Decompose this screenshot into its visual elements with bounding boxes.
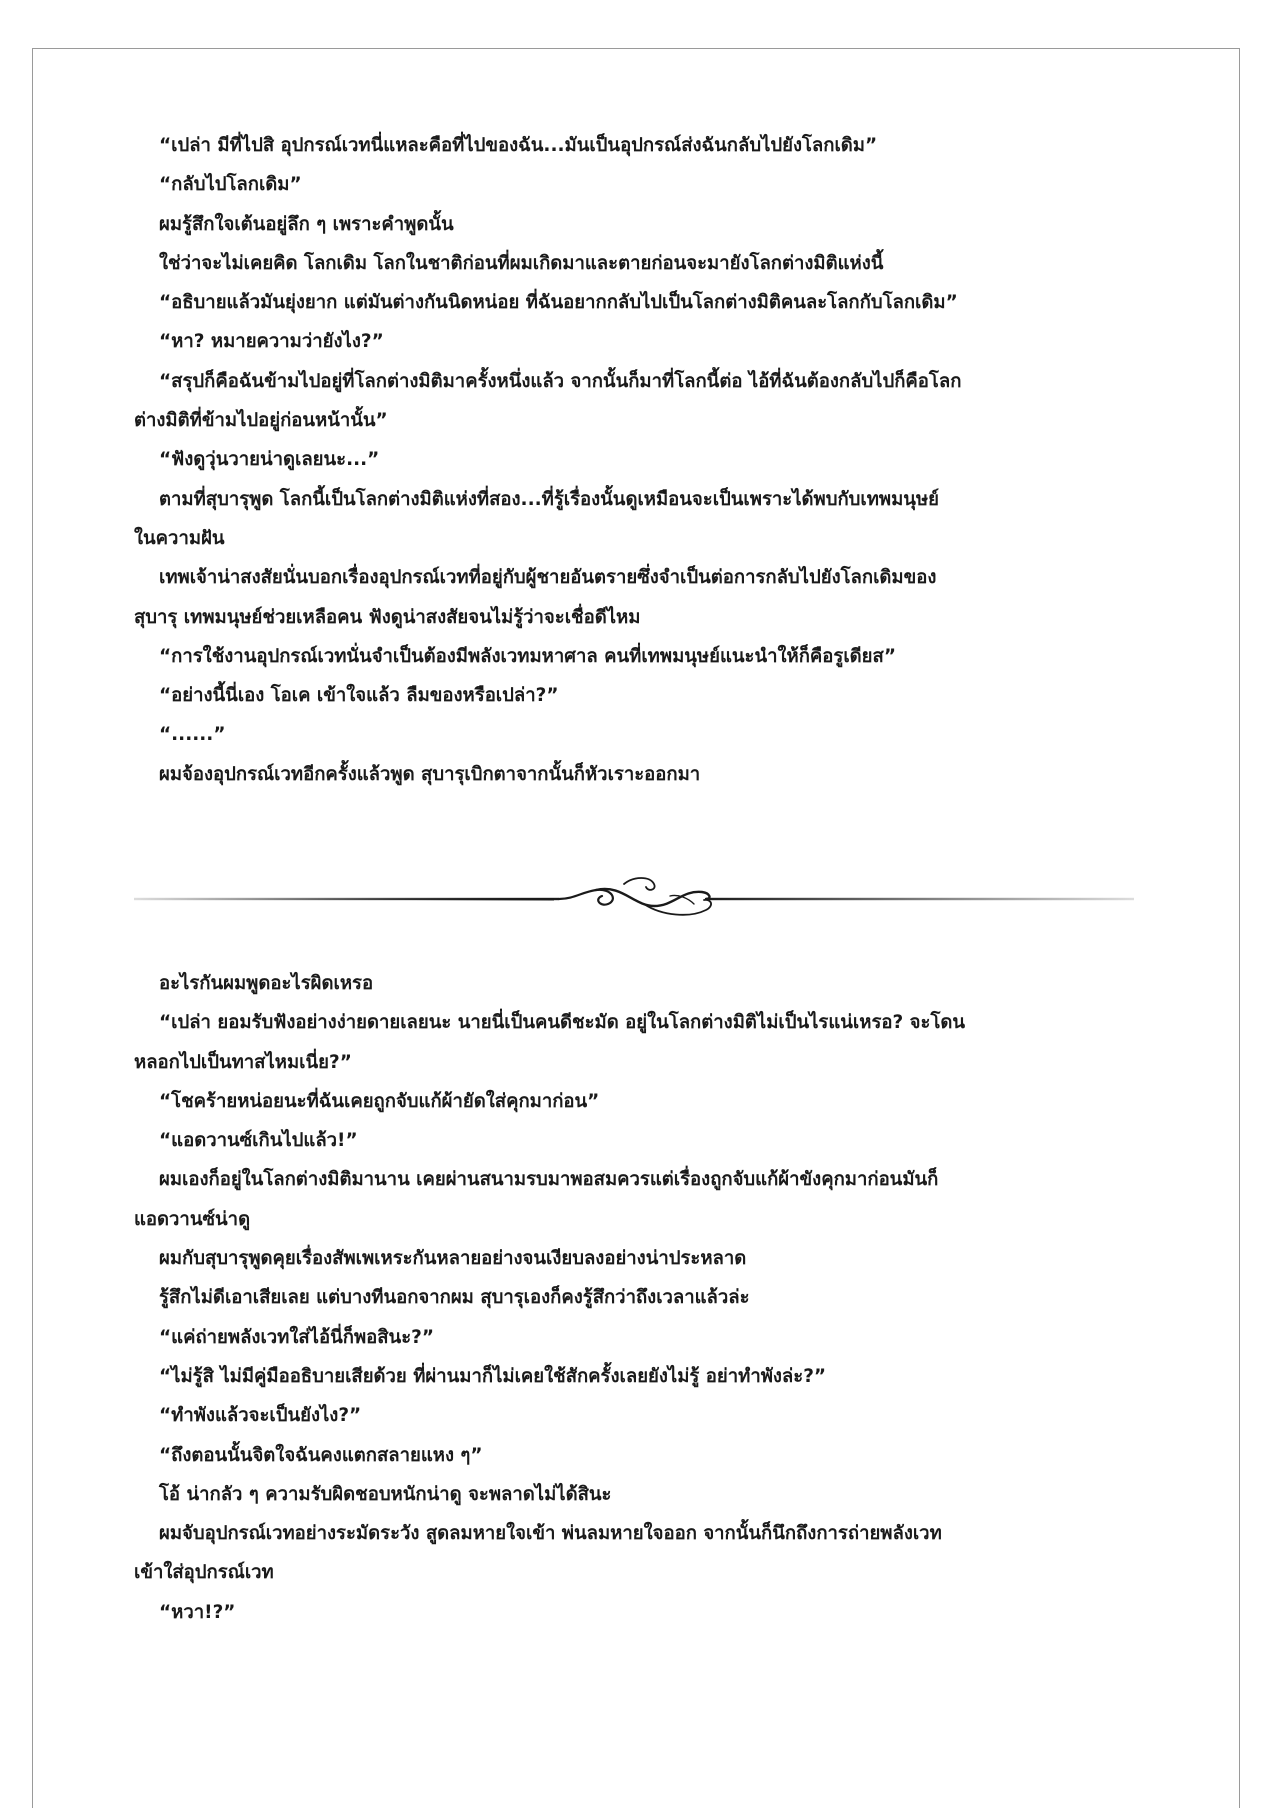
ornamental-divider (134, 866, 1134, 922)
paragraph-line: “ถึงตอนนั้นจิตใจฉันคงแตกสลายแหง ๆ” (159, 1444, 483, 1466)
text-section-2 (134, 964, 1134, 1632)
paragraph-line: เทพเจ้าน่าสงสัยนั่นบอกเรื่องอุปกรณ์เวทที่อยู่กับผู้ชายอันตรายซึ่งจำเป็นต่อการกลับไปยังโลกเดิมของ (159, 567, 937, 589)
paragraph-line: “ฟังดูวุ่นวายน่าดูเลยนะ...” (159, 449, 380, 471)
paragraph-line: ผมกับสุบารุพูดคุยเรื่องสัพเพเหระกันหลายอย่างจนเงียบลงอย่างน่าประหลาด (159, 1248, 747, 1270)
paragraph-line: “อย่างนี้นี่เอง โอเค เข้าใจแล้ว ลืมของหรือเปล่า?” (159, 685, 559, 707)
paragraph-line: อะไรกันผมพูดอะไรผิดเหรอ (159, 973, 374, 994)
paragraph-line: “สรุปก็คือฉันข้ามไปอยู่ที่โลกต่างมิติมาครั้งหนึ่งแล้ว จากนั้นก็มาที่โลกนี้ต่อ ไอ้ที่ฉันต้องกลับไปก็คือโลก (159, 370, 962, 392)
paragraph-line: ตามที่สุบารุพูด โลกนี้เป็นโลกต่างมิติแห่งที่สอง...ที่รู้เรื่องนั้นดูเหมือนจะเป็นเพราะได้พบกับเทพมนุษย์ (159, 488, 939, 510)
paragraph-line: “แอดวานซ์เกินไปแล้ว!” (159, 1130, 358, 1152)
paragraph-line: ผมจ้องอุปกรณ์เวทอีกครั้งแล้วพูด สุบารุเบิกตาจากนั้นก็หัวเราะออกมา (159, 763, 701, 785)
text-section-1 (134, 126, 1134, 794)
flourish-icon (134, 866, 1134, 922)
paragraph-line: ผมเองก็อยู่ในโลกต่างมิติมานาน เคยผ่านสนามรบมาพอสมควรแต่เรื่องถูกจับแก้ผ้าขังคุกมาก่อนมันก็ (159, 1169, 939, 1191)
paragraph-line: แอดวานซ์น่าดู (134, 1208, 251, 1230)
paragraph-line: “เปล่า ยอมรับฟังอย่างง่ายดายเลยนะ นายนี่เป็นคนดีชะมัด อยู่ในโลกต่างมิติไม่เป็นไรแน่เหรอ? จะโดน (159, 1012, 966, 1034)
paragraph-line: “ทำพังแล้วจะเป็นยังไง?” (159, 1405, 362, 1427)
paragraph-line: “หวา!?” (159, 1601, 236, 1623)
paragraph-line: “เปล่า มีที่ไปสิ อุปกรณ์เวทนี่แหละคือที่ไปของฉัน...มันเป็นอุปกรณ์ส่งฉันกลับไปยังโลกเดิม” (159, 135, 878, 156)
paragraph-line: ใช่ว่าจะไม่เคยคิด โลกเดิม โลกในชาติก่อนที่ผมเกิดมาและตายก่อนจะมายังโลกต่างมิติแห่งนี้ (159, 252, 884, 274)
paragraph-line: ในความฝัน (134, 527, 225, 549)
paragraph-line: โอ้ น่ากลัว ๆ ความรับผิดชอบหนักน่าดู จะพลาดไม่ได้สินะ (159, 1483, 612, 1505)
paragraph-line: “การใช้งานอุปกรณ์เวทนั่นจำเป็นต้องมีพลังเวทมหาศาล คนที่เทพมนุษย์แนะนำให้ก็คือรูเดียส” (159, 645, 896, 667)
paragraph-line: “แค่ถ่ายพลังเวทใส่ไอ้นี่ก็พอสินะ?” (159, 1326, 435, 1348)
paragraph-line: “ไม่รู้สิ ไม่มีคู่มืออธิบายเสียด้วย ที่ผ่านมาก็ไม่เคยใช้สักครั้งเลยยังไม่รู้ อย่าทำพังล่ะ?” (159, 1365, 827, 1387)
paragraph-line: “......” (159, 724, 226, 746)
paragraph-line: ผมรู้สึกใจเต้นอยู่ลึก ๆ เพราะคำพูดนั้น (159, 213, 454, 235)
paragraph-line: ผมจับอุปกรณ์เวทอย่างระมัดระวัง สูดลมหายใจเข้า พ่นลมหายใจออก จากนั้นก็นึกถึงการถ่ายพลังเวท (159, 1523, 942, 1545)
paragraph-line: “หา? หมายความว่ายังไง?” (159, 331, 384, 353)
paragraph-line: ต่างมิติที่ข้ามไปอยู่ก่อนหน้านั้น” (134, 410, 388, 432)
paragraph-line: เข้าใส่อุปกรณ์เวท (134, 1562, 274, 1584)
paragraph-line: หลอกไปเป็นทาสไหมเนี่ย?” (134, 1051, 352, 1073)
paragraph-line: รู้สึกไม่ดีเอาเสียเลย แต่บางทีนอกจากผม สุบารุเองก็คงรู้สึกว่าถึงเวลาแล้วล่ะ (159, 1287, 750, 1309)
paragraph-line: “โชคร้ายหน่อยนะที่ฉันเคยถูกจับแก้ผ้ายัดใส่คุกมาก่อน” (159, 1090, 600, 1112)
paragraph-line: สุบารุ เทพมนุษย์ช่วยเหลือคน ฟังดูน่าสงสัยจนไม่รู้ว่าจะเชื่อดีไหม (134, 606, 641, 628)
paragraph-line: “อธิบายแล้วมันยุ่งยาก แต่มันต่างกันนิดหน่อย ที่ฉันอยากกลับไปเป็นโลกต่างมิติคนละโลกกับโลกเดิม” (159, 292, 958, 314)
paragraph-line: “กลับไปโลกเดิม” (159, 174, 302, 196)
